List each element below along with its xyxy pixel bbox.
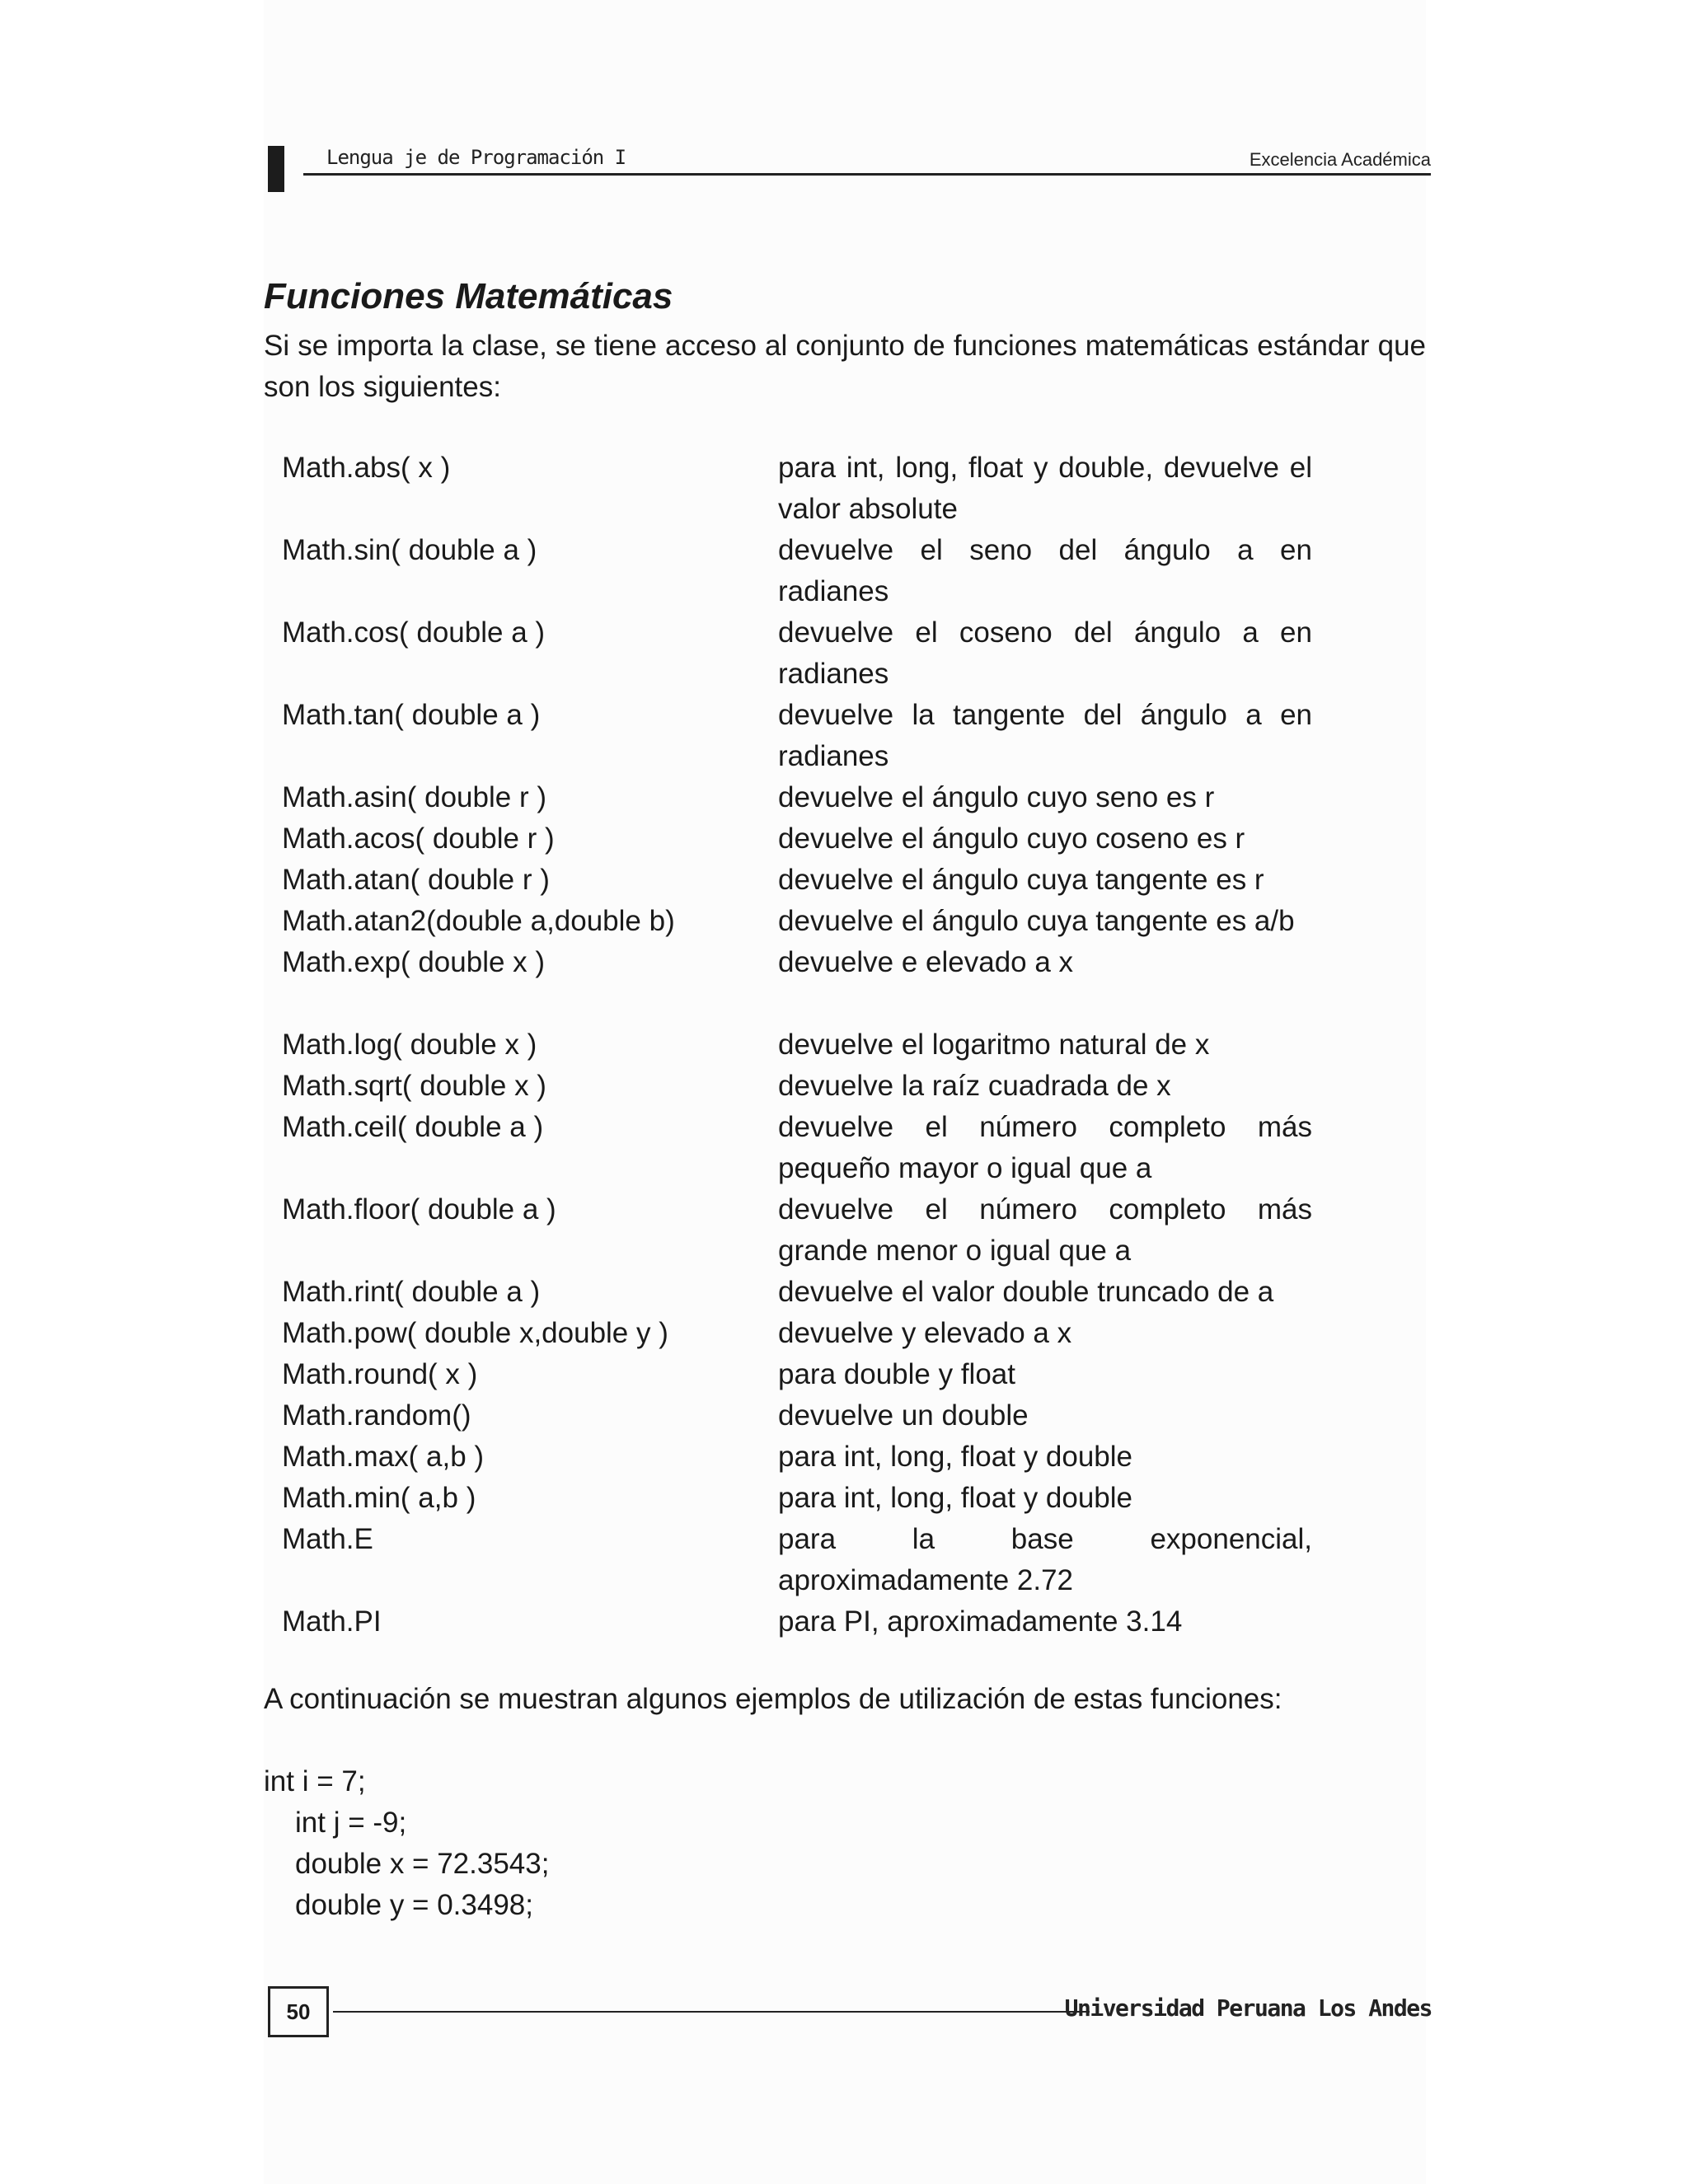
function-name: Math.ceil( double a ) (282, 1111, 544, 1143)
function-name: Math.abs( x ) (282, 452, 451, 484)
function-row (282, 1354, 1312, 1395)
page-number: 50 (268, 1986, 329, 2037)
code-line: double y = 0.3498; (295, 1889, 533, 1921)
function-description: para double y float (778, 1358, 1015, 1390)
function-row (282, 1189, 1312, 1272)
footer-rule (333, 2011, 1090, 2013)
function-description: devuelve el ángulo cuya tangente es a/b (778, 905, 1295, 937)
function-row (282, 860, 1312, 901)
function-name: Math.cos( double a ) (282, 616, 546, 649)
function-description: devuelve el ángulo cuya tangente es r (778, 864, 1264, 896)
function-row (282, 1066, 1312, 1107)
function-description: para la base exponencial, aproximadamente 2.72 (778, 1523, 1312, 1596)
function-name: Math.atan2(double a,double b) (282, 905, 675, 937)
function-description: devuelve y elevado a x (778, 1317, 1072, 1349)
function-row (282, 901, 1312, 942)
function-name: Math.log( double x ) (282, 1029, 537, 1061)
function-description: para int, long, float y double (778, 1482, 1133, 1514)
function-description: devuelve el valor double truncado de a (778, 1276, 1274, 1308)
function-name: Math.exp( double x ) (282, 946, 546, 978)
function-description: devuelve la tangente del ángulo a en radianes (778, 699, 1312, 772)
function-name: Math.asin( double r ) (282, 781, 546, 813)
function-name: Math.PI (282, 1605, 382, 1638)
function-name: Math.max( a,b ) (282, 1441, 485, 1473)
function-description: para int, long, float y double (778, 1441, 1133, 1473)
function-row (282, 777, 1312, 818)
function-row (282, 1313, 1312, 1354)
code-line: double x = 72.3543; (295, 1848, 550, 1880)
function-description: devuelve la raíz cuadrada de x (778, 1070, 1171, 1102)
function-name: Math.min( a,b ) (282, 1482, 476, 1514)
function-name: Math.round( x ) (282, 1358, 478, 1390)
function-description: devuelve el coseno del ángulo a en radianes (778, 616, 1312, 690)
function-name: Math.acos( double r ) (282, 823, 555, 855)
header-tagline: Excelencia Académica (1249, 149, 1431, 170)
code-line: int j = -9; (295, 1807, 407, 1839)
function-row (282, 1024, 1312, 1066)
function-name: Math.E (282, 1523, 373, 1555)
function-row (282, 1519, 1312, 1601)
function-row (282, 1272, 1312, 1313)
function-name: Math.rint( double a ) (282, 1276, 541, 1308)
section-title: Funciones Matemáticas (264, 276, 673, 316)
function-description: devuelve el seno del ángulo a en radianes (778, 534, 1312, 607)
function-row (282, 530, 1312, 612)
function-row (282, 695, 1312, 777)
function-row (282, 1478, 1312, 1519)
header-course-title: Lengua je de Programación I (326, 146, 626, 169)
function-name: Math.atan( double r ) (282, 864, 550, 896)
function-name: Math.sqrt( double x ) (282, 1070, 546, 1102)
function-row (282, 612, 1312, 695)
code-line: int i = 7; (264, 1765, 366, 1797)
functions-table (282, 448, 1312, 1643)
function-description: devuelve el ángulo cuyo coseno es r (778, 823, 1245, 855)
header-marker (268, 146, 284, 192)
function-row (282, 1436, 1312, 1478)
footer-university: Universidad Peruana Los Andes (1064, 1994, 1432, 2022)
table-spacer (282, 983, 1312, 1024)
function-row (282, 942, 1312, 983)
function-name: Math.floor( double a ) (282, 1193, 556, 1226)
function-name: Math.tan( double a ) (282, 699, 541, 731)
function-description: para PI, aproximadamente 3.14 (778, 1605, 1183, 1638)
function-description: devuelve un double (778, 1399, 1029, 1432)
function-description: devuelve el número completo más grande menor o igual que a (778, 1193, 1312, 1267)
function-name: Math.sin( double a ) (282, 534, 537, 566)
function-row (282, 818, 1312, 860)
function-description: devuelve el ángulo cuyo seno es r (778, 781, 1215, 813)
function-row (282, 1395, 1312, 1436)
header-rule (303, 173, 1431, 176)
function-row (282, 1601, 1312, 1643)
examples-intro: A continuación se muestran algunos ejemplos de utilización de estas funciones: (264, 1683, 1282, 1715)
function-name: Math.pow( double x,double y ) (282, 1317, 668, 1349)
function-row (282, 1107, 1312, 1189)
function-description: para int, long, float y double, devuelve el valor absolute (778, 452, 1312, 525)
code-example (264, 1761, 549, 1926)
function-description: devuelve e elevado a x (778, 946, 1074, 978)
intro-paragraph: Si se importa la clase, se tiene acceso al conjunto de funciones matemáticas estándar que son los siguientes: (264, 330, 1426, 403)
function-description: devuelve el número completo más pequeño mayor o igual que a (778, 1111, 1312, 1184)
function-name: Math.random() (282, 1399, 471, 1432)
function-row (282, 448, 1312, 530)
function-description: devuelve el logaritmo natural de x (778, 1029, 1210, 1061)
